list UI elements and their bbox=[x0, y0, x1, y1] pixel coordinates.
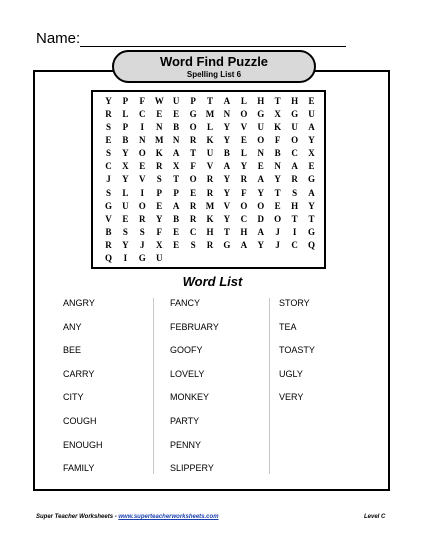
grid-letter: H bbox=[240, 226, 248, 237]
grid-letter: G bbox=[308, 174, 316, 185]
grid-letter bbox=[269, 252, 286, 265]
grid-letter: D bbox=[257, 213, 264, 224]
grid-letter bbox=[168, 252, 185, 265]
word-list-title: Word List bbox=[182, 274, 243, 289]
grid-letter bbox=[185, 252, 202, 265]
grid-letter: L bbox=[240, 96, 247, 107]
grid-letter: T bbox=[173, 174, 180, 185]
grid-letter: B bbox=[274, 148, 281, 159]
grid-letter: Q bbox=[104, 252, 112, 263]
word-list-item: ANGRY bbox=[63, 298, 95, 308]
title-pill bbox=[112, 50, 316, 83]
grid-letter: L bbox=[240, 148, 247, 159]
grid-letter: E bbox=[156, 200, 163, 211]
grid-letter: E bbox=[274, 200, 281, 211]
word-list-item: TOASTY bbox=[279, 345, 315, 356]
word-list-item: BEE bbox=[63, 345, 82, 356]
grid-letter: Y bbox=[223, 213, 231, 224]
grid-letter: Y bbox=[274, 174, 281, 185]
grid-letter: P bbox=[122, 96, 129, 107]
grid-letter: N bbox=[223, 109, 231, 120]
grid-letter: E bbox=[122, 213, 129, 224]
grid-letter: T bbox=[274, 96, 281, 107]
grid-letter: S bbox=[105, 122, 111, 133]
word-list-item: TEA bbox=[279, 321, 297, 332]
grid-letter: K bbox=[206, 213, 214, 224]
grid-letter: S bbox=[139, 226, 145, 237]
grid-letter: O bbox=[240, 200, 248, 211]
grid-letter: A bbox=[172, 148, 180, 159]
grid-letter: J bbox=[140, 239, 145, 250]
name-label: Name: bbox=[36, 30, 81, 47]
grid-letter: S bbox=[156, 174, 162, 185]
word-list-item: CARRY bbox=[63, 368, 95, 379]
grid-letter bbox=[202, 252, 219, 265]
page-title: Word Find Puzzle bbox=[159, 54, 269, 69]
word-list-item: MONKEY bbox=[170, 392, 210, 403]
grid-letter: O bbox=[274, 213, 282, 224]
grid-letter: R bbox=[189, 200, 197, 211]
grid-letter: F bbox=[139, 96, 146, 107]
grid-letter: O bbox=[240, 109, 248, 120]
grid-letter: E bbox=[173, 109, 180, 120]
grid-letter: X bbox=[274, 109, 281, 120]
grid-letter: A bbox=[172, 200, 180, 211]
grid-letter: E bbox=[257, 161, 264, 172]
grid-letter: B bbox=[122, 135, 129, 146]
grid-letter: Y bbox=[223, 122, 231, 133]
grid-letter: A bbox=[308, 187, 315, 198]
grid-letter: E bbox=[173, 226, 180, 237]
word-list-item: FAMILY bbox=[63, 463, 95, 474]
grid-letter: G bbox=[308, 226, 316, 237]
grid-letter: U bbox=[206, 148, 214, 159]
grid-letter: L bbox=[122, 187, 129, 198]
grid-letter: Y bbox=[308, 200, 315, 211]
grid-letter: T bbox=[274, 187, 281, 198]
grid-letter: N bbox=[172, 135, 180, 146]
word-list-item: SLIPPERY bbox=[170, 463, 214, 474]
word-search-grid bbox=[100, 95, 320, 265]
grid-letter: O bbox=[257, 135, 265, 146]
word-list-item: FEBRUARY bbox=[170, 321, 219, 332]
grid-letter: X bbox=[122, 161, 129, 172]
grid-letter: O bbox=[138, 148, 146, 159]
grid-letter: I bbox=[140, 187, 145, 198]
grid-letter: E bbox=[156, 109, 163, 120]
grid-letter: E bbox=[240, 135, 247, 146]
grid-letter: A bbox=[223, 161, 231, 172]
word-list-item: STORY bbox=[279, 298, 310, 308]
grid-letter: O bbox=[291, 135, 299, 146]
grid-letter: Y bbox=[257, 187, 264, 198]
word-list-item: PENNY bbox=[170, 439, 202, 450]
grid-letter: X bbox=[172, 161, 180, 172]
grid-letter: R bbox=[139, 213, 146, 224]
grid-letter: T bbox=[291, 213, 298, 224]
grid-letter: B bbox=[105, 226, 112, 237]
grid-letter: Q bbox=[308, 239, 316, 250]
grid-letter: U bbox=[122, 200, 129, 211]
grid-letter: C bbox=[105, 161, 112, 172]
grid-letter: G bbox=[189, 109, 197, 120]
grid-letter: Y bbox=[223, 174, 231, 185]
grid-letter: A bbox=[308, 122, 315, 133]
grid-letter: A bbox=[240, 239, 248, 250]
grid-letter bbox=[218, 252, 235, 265]
grid-letter bbox=[303, 252, 320, 265]
grid-letter: R bbox=[105, 109, 112, 120]
word-list-item: CITY bbox=[63, 392, 84, 403]
grid-letter: N bbox=[257, 148, 264, 159]
grid-letter: U bbox=[257, 122, 264, 133]
page-subtitle: Spelling List 6 bbox=[186, 70, 242, 79]
grid-letter: Y bbox=[308, 135, 315, 146]
grid-letter: T bbox=[190, 148, 197, 159]
grid-letter: S bbox=[105, 187, 111, 198]
grid-letter: O bbox=[189, 122, 197, 133]
grid-letter: R bbox=[155, 161, 163, 172]
grid-letter: I bbox=[140, 122, 145, 133]
word-list-item: VERY bbox=[279, 392, 304, 403]
grid-letter: S bbox=[190, 239, 196, 250]
grid-letter: P bbox=[173, 187, 179, 198]
grid-letter: G bbox=[104, 200, 112, 211]
grid-letter: U bbox=[172, 96, 180, 107]
footer-credit bbox=[36, 514, 219, 520]
grid-letter: R bbox=[189, 135, 197, 146]
word-list-item: ENOUGH bbox=[63, 439, 103, 450]
grid-letter: Y bbox=[223, 135, 231, 146]
grid-letter: M bbox=[154, 135, 164, 146]
grid-letter: Y bbox=[122, 239, 129, 250]
grid-letter: C bbox=[139, 109, 146, 120]
grid-letter: U bbox=[155, 252, 163, 263]
grid-letter: Y bbox=[122, 174, 129, 185]
grid-letter: F bbox=[274, 135, 281, 146]
grid-letter: J bbox=[106, 174, 111, 185]
grid-letter: T bbox=[308, 213, 315, 224]
column-divider bbox=[153, 298, 154, 474]
grid-letter: S bbox=[105, 148, 111, 159]
footer-level: Level C bbox=[364, 514, 386, 520]
grid-letter: E bbox=[173, 239, 180, 250]
grid-letter: V bbox=[240, 122, 248, 133]
grid-letter: A bbox=[257, 226, 264, 237]
grid-letter: N bbox=[139, 135, 146, 146]
grid-letter: W bbox=[154, 96, 164, 107]
grid-letter: H bbox=[291, 200, 299, 211]
grid-letter: O bbox=[257, 200, 265, 211]
grid-letter: V bbox=[223, 200, 231, 211]
name-line bbox=[80, 46, 346, 47]
grid-letter: P bbox=[190, 96, 196, 107]
grid-letter: I bbox=[123, 252, 128, 263]
grid-letter: J bbox=[275, 226, 280, 237]
grid-letter: C bbox=[291, 148, 298, 159]
grid-letter: Y bbox=[240, 161, 248, 172]
grid-letter bbox=[286, 252, 303, 265]
grid-letter: X bbox=[155, 239, 163, 250]
grid-letter: V bbox=[206, 161, 214, 172]
grid-letter: Y bbox=[257, 239, 264, 250]
grid-letter: F bbox=[156, 226, 162, 237]
name-row bbox=[36, 28, 346, 48]
footer-url-link[interactable]: www.superteacherworksheets.com bbox=[118, 514, 219, 520]
grid-letter: M bbox=[205, 200, 215, 211]
word-list-item: LOVELY bbox=[170, 368, 205, 379]
word-list-item: PARTY bbox=[170, 416, 200, 426]
grid-letter: Y bbox=[155, 213, 163, 224]
grid-letter: B bbox=[223, 148, 230, 159]
grid-letter: I bbox=[292, 226, 297, 237]
grid-letter: P bbox=[122, 122, 129, 133]
grid-letter: R bbox=[240, 174, 248, 185]
grid-letter: G bbox=[291, 109, 299, 120]
grid-letter: K bbox=[274, 122, 282, 133]
grid-letter: F bbox=[241, 187, 247, 198]
grid-letter: H bbox=[206, 226, 214, 237]
word-list-item: UGLY bbox=[279, 368, 303, 379]
column-divider bbox=[269, 298, 270, 474]
grid-letter: O bbox=[189, 174, 197, 185]
grid-letter: R bbox=[291, 174, 298, 185]
word-list-item: FANCY bbox=[170, 298, 201, 308]
grid-letter: E bbox=[105, 135, 112, 146]
grid-letter: Y bbox=[105, 96, 112, 107]
grid-letter: C bbox=[189, 226, 197, 237]
grid-letter: B bbox=[173, 122, 180, 133]
grid-letter: H bbox=[257, 96, 265, 107]
grid-letter: R bbox=[206, 187, 214, 198]
grid-letter: E bbox=[308, 161, 315, 172]
word-list-item: COUGH bbox=[63, 416, 97, 426]
footer-brand: Super Teacher Worksheets - bbox=[36, 514, 119, 520]
grid-letter: K bbox=[155, 148, 163, 159]
grid-letter: N bbox=[155, 122, 163, 133]
grid-letter: G bbox=[257, 109, 265, 120]
grid-letter: J bbox=[275, 239, 280, 250]
grid-letter: R bbox=[206, 174, 214, 185]
grid-letter: L bbox=[206, 122, 213, 133]
grid-letter: O bbox=[138, 200, 146, 211]
grid-letter: G bbox=[223, 239, 231, 250]
grid-letter: Y bbox=[122, 148, 129, 159]
grid-letter: E bbox=[139, 161, 146, 172]
word-search-grid-box bbox=[91, 90, 326, 269]
word-list-item: GOOFY bbox=[170, 345, 203, 356]
grid-letter: T bbox=[206, 96, 213, 107]
grid-letter: A bbox=[223, 96, 231, 107]
grid-letter: P bbox=[156, 187, 162, 198]
grid-letter: S bbox=[122, 226, 128, 237]
grid-letter: A bbox=[257, 174, 264, 185]
grid-letter: X bbox=[308, 148, 315, 159]
grid-letter: R bbox=[105, 239, 112, 250]
grid-letter: C bbox=[291, 239, 298, 250]
grid-letter: A bbox=[291, 161, 298, 172]
grid-letter: S bbox=[292, 187, 298, 198]
grid-letter: U bbox=[308, 109, 315, 120]
grid-letter: R bbox=[189, 213, 197, 224]
grid-letter: H bbox=[291, 96, 299, 107]
grid-letter: G bbox=[138, 252, 146, 263]
grid-letter: E bbox=[308, 96, 315, 107]
grid-letter: C bbox=[240, 213, 248, 224]
grid-letter: E bbox=[190, 187, 197, 198]
grid-letter: U bbox=[291, 122, 298, 133]
grid-letter: K bbox=[206, 135, 214, 146]
grid-letter: L bbox=[122, 109, 129, 120]
grid-letter: Y bbox=[223, 187, 231, 198]
grid-letter: F bbox=[190, 161, 196, 172]
grid-letter bbox=[252, 252, 269, 265]
grid-letter: T bbox=[223, 226, 230, 237]
word-list-item: ANY bbox=[63, 321, 82, 332]
grid-letter: V bbox=[139, 174, 146, 185]
grid-letter: M bbox=[205, 109, 215, 120]
grid-letter: B bbox=[173, 213, 180, 224]
grid-letter: V bbox=[105, 213, 112, 224]
grid-letter bbox=[235, 252, 252, 265]
grid-letter: N bbox=[274, 161, 281, 172]
grid-letter: R bbox=[206, 239, 214, 250]
